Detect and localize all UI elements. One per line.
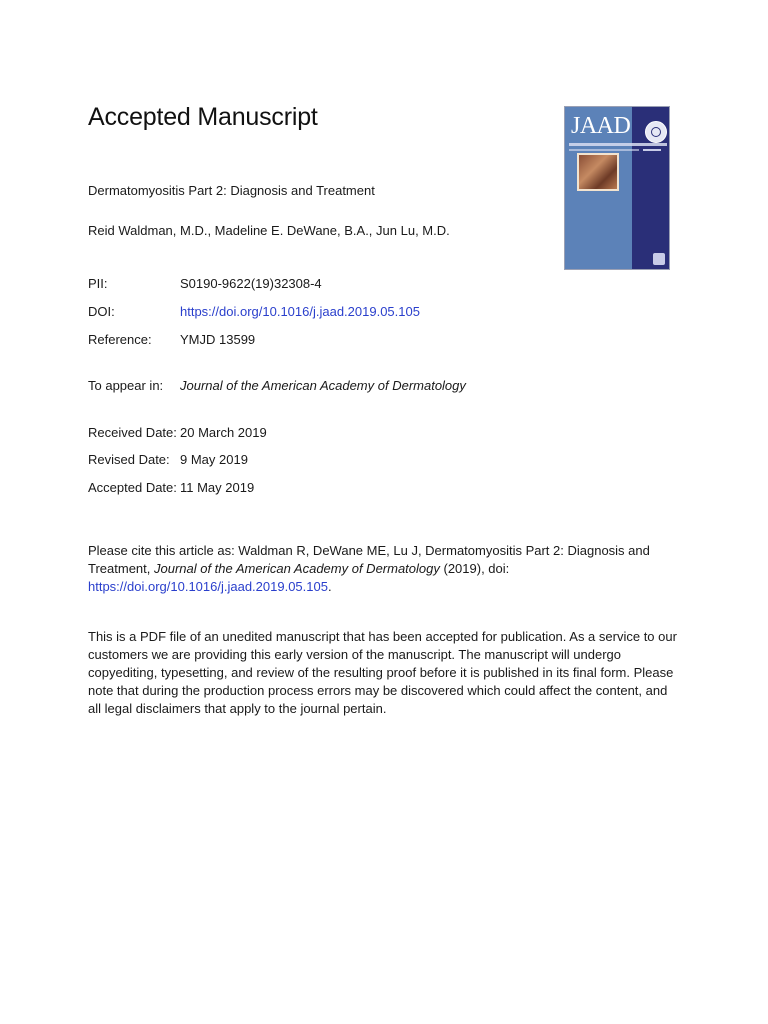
doi-link[interactable]: https://doi.org/10.1016/j.jaad.2019.05.105 (180, 304, 420, 319)
disclaimer-paragraph: This is a PDF file of an unedited manuscript that has been accepted for publication. As a service to our customers we are providing this early version of the manuscript. The manuscript will undergo copyediting, typesetting, and review of the resulting proof before it is published in its final form. Please note that during the production process errors may be discovered which could affect the content, and all legal disclaimers that apply to the journal pertain. (88, 629, 677, 716)
received-date-label: Received Date: (88, 425, 177, 440)
reference-value: YMJD 13599 (180, 332, 256, 347)
accepted-date-label: Accepted Date: (88, 480, 177, 495)
citation-doi-link[interactable]: https://doi.org/10.1016/j.jaad.2019.05.105 (88, 579, 328, 594)
citation-prefix: Please cite this article as: Waldman R, DeWane ME, Lu J, Dermatomyositis Part 2: Diagnosis and Treatment, (88, 543, 650, 576)
revised-date-label: Revised Date: (88, 452, 170, 467)
pii-label: PII: (88, 276, 108, 291)
citation-middle: (2019), doi: (439, 561, 510, 576)
journal-name: Journal of the American Academy of Dermatology (180, 378, 466, 393)
article-authors: Reid Waldman, M.D., Madeline E. DeWane, B.A., Jun Lu, M.D. (88, 223, 450, 238)
pii-value: S0190-9622(19)32308-4 (180, 276, 322, 291)
citation-journal: Journal of the American Academy of Dermatology (153, 561, 440, 576)
cover-photo (579, 155, 617, 189)
citation-suffix: . (327, 579, 332, 594)
reference-label: Reference: (88, 332, 152, 347)
journal-cover-image (564, 106, 670, 270)
doi-label: DOI: (88, 304, 115, 319)
cover-subtitle-line (569, 143, 667, 146)
revised-date-value: 9 May 2019 (180, 452, 248, 467)
aad-seal-icon (645, 121, 667, 143)
accepted-date-value: 11 May 2019 (180, 480, 255, 495)
article-title: Dermatomyositis Part 2: Diagnosis and Treatment (88, 183, 375, 198)
citation-paragraph (88, 542, 678, 596)
cover-journal-title: JAAD (571, 113, 631, 139)
received-date-value: 20 March 2019 (180, 425, 267, 440)
cover-info-line (643, 149, 661, 151)
page-title: Accepted Manuscript (88, 103, 318, 131)
cover-subtitle-line (569, 149, 639, 151)
appear-label: To appear in: (88, 378, 164, 393)
elsevier-logo-icon (653, 253, 665, 265)
